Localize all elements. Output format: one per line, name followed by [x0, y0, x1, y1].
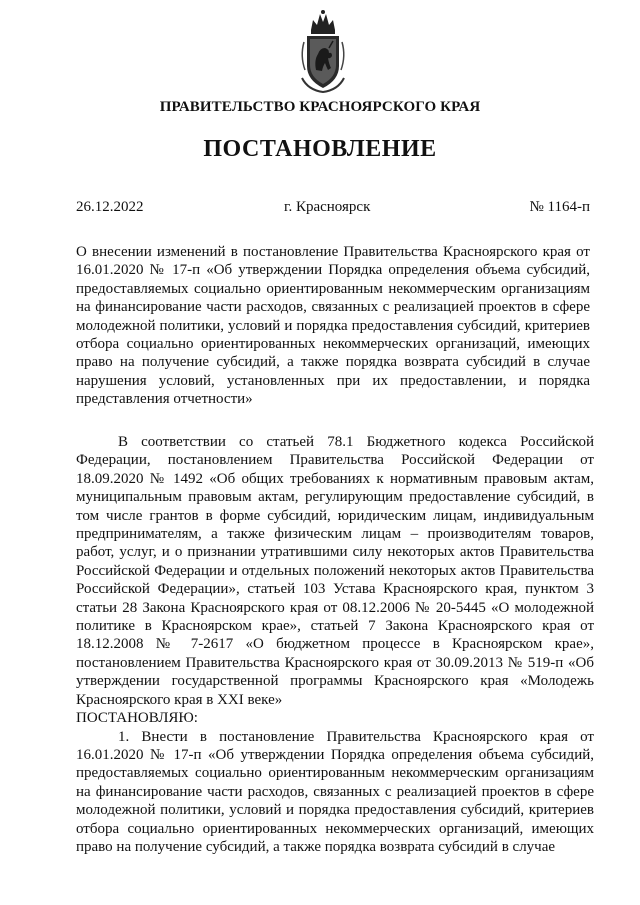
document-date: 26.12.2022 [76, 199, 144, 215]
item-1-paragraph: 1. Внести в постановление Правительства Красноярского края от 16.01.2020 № 17-п «Об утверждении Порядка определения объема субсидий, предоставляемых социально ориентированным некоммерческим организациям на финансирование части расходов, связанных с реализацией проектов в сфере молодежной политики, условий и порядка предоставления субсидий, критериев отбора социально ориентированных некоммерческих организаций, имеющих право на получение субсидий, а также порядка возврата субсидий в случае [76, 728, 594, 855]
resolves-heading: ПОСТАНОВЛЯЮ: [76, 710, 198, 727]
document-subject: О внесении изменений в постановление Правительства Красноярского края от 16.01.2020 № 17-п «Об утверждении Порядка определения объема субсидий, предоставляемых социально ориентированным некоммерческим организациям на финансирование части расходов, связанных с реализацией проектов в сфере молодежной политики, условий и порядка предоставления субсидий, критериев отбора социально ориентированных некоммерческих организаций, имеющих право на получение субсидий, а также порядка возврата субсидий в случае нарушения условий, установленных при их предоставлении, и порядка представления отчетности» [76, 244, 590, 408]
document-meta-row [76, 199, 590, 216]
document-number: № 1164-п [529, 199, 590, 215]
preamble-paragraph: В соответствии со статьей 78.1 Бюджетного кодекса Российской Федерации, постановлением Правительства Российской Федерации от 18.09.2020 № 1492 «Об общих требованиях к нормативным правовым актам, муниципальным правовым актам, регулирующим предоставление субсидий, в том числе грантов в форме субсидий, юридическим лицам, индивидуальным предпринимателям, а также физическим лицам – производителям товаров, работ, услуг, и о признании утратившими силу некоторых актов Правительства Российской Федерации и отдельных положений некоторых актов Правительства Российской Федерации», статьей 103 Устава Красноярского края, пунктом 3 статьи 28 Закона Красноярского края от 08.12.2006 № 20-5445 «О молодежной политике в Красноярском крае», статьей 7 Закона Красноярского края от 18.12.2008 № 7-2617 «О бюджетном процессе в Красноярском крае», постановлением Правительства Красноярского края от 30.09.2013 № 519-п «Об утверждении государственной программы Красноярского края «Молодежь Красноярского края в XXI веке» [76, 434, 594, 708]
document-body [76, 433, 594, 856]
document-city: г. Красноярск [284, 199, 371, 215]
document-type-title: ПОСТАНОВЛЕНИЕ [203, 136, 437, 162]
government-title: ПРАВИТЕЛЬСТВО КРАСНОЯРСКОГО КРАЯ [159, 99, 481, 115]
krasnoyarsk-coat-of-arms-icon [298, 8, 348, 94]
